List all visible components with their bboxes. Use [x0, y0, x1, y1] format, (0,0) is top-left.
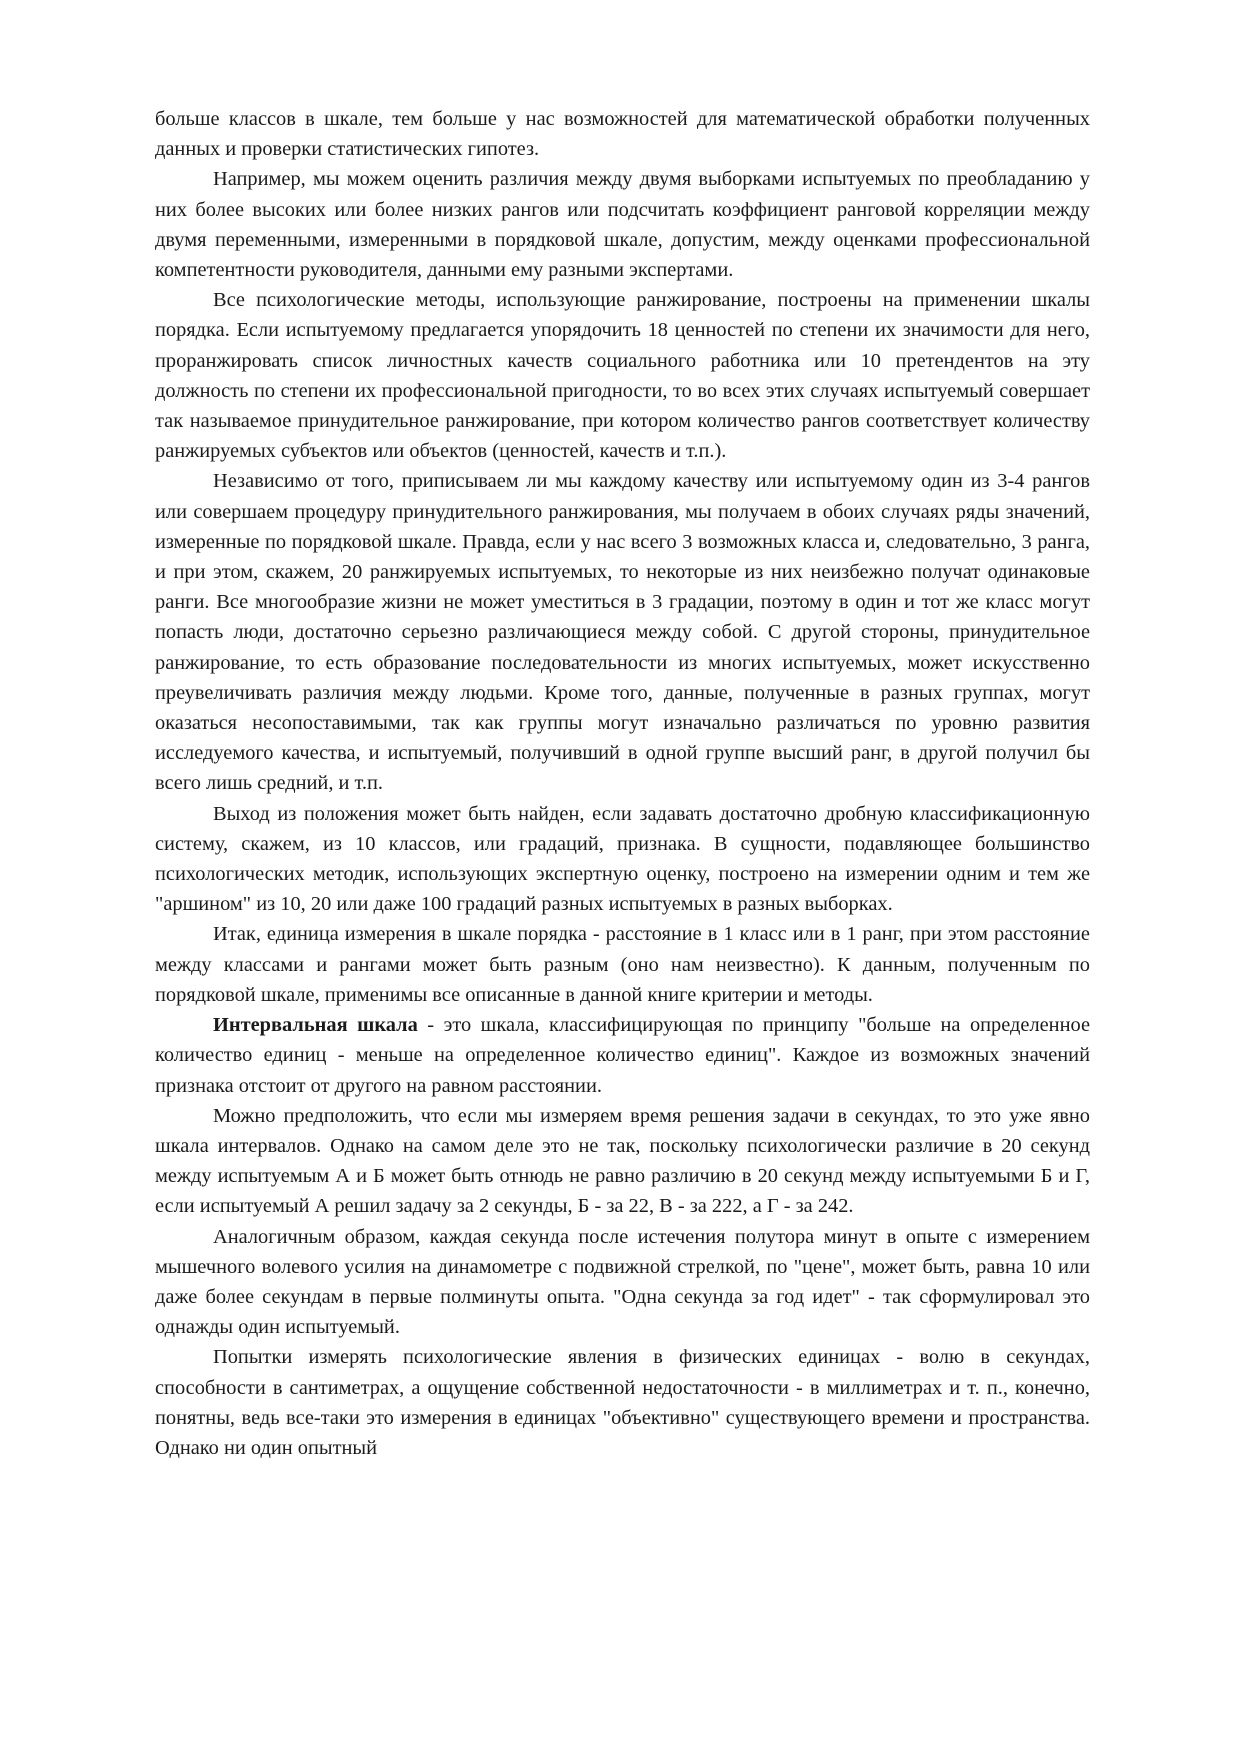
paragraph-3: Все психологические методы, использующие ранжирование, построены на применении шкалы порядка. Если испытуемому предлагается упорядочить 18 ценностей по степени их значимости для него, проранжировать список личностных качеств социального работника или 10 претендентов на эту должность по степени их профессиональной пригодности, то во всех этих случаях испытуемый совершает так называемое принудительное ранжирование, при котором количество рангов соответствует количеству ранжируемых субъектов или объектов (ценностей, качеств и т.п.).: [155, 289, 1090, 463]
paragraph-6: Итак, единица измерения в шкале порядка - расстояние в 1 класс или в 1 ранг, при этом расстояние между классами и рангами может быть разным (оно нам неизвестно). К данным, полученным по порядковой шкале, применимы все описанные в данной книге критерии и методы.: [155, 923, 1090, 1006]
paragraph-7-text: - это шкала, классифицирующая по принципу "больше на определенное количество единиц - меньше на определенное количество единиц". Каждое из возможных значений признака отстоит от другого на равном расстоянии.: [155, 1014, 1090, 1097]
paragraph-1: больше классов в шкале, тем больше у нас возможностей для математической обработки полученных данных и проверки статистических гипотез.: [155, 108, 1090, 161]
paragraph-10: Попытки измерять психологические явления в физических единицах - волю в секундах, способности в сантиметрах, а ощущение собственной недостаточности - в миллиметрах и т. п., конечно, понятны, ведь все-таки это измерения в единицах "объективно" существующего времени и пространства. Однако ни один опытный: [155, 1346, 1090, 1459]
paragraph-2: Например, мы можем оценить различия между двумя выборками испытуемых по преобладанию у них более высоких или более низких рангов или подсчитать коэффициент ранговой корреляции между двумя переменными, измеренными в порядковой шкале, допустим, между оценками профессиональной компетентности руководителя, данными ему разными экспертами.: [155, 168, 1090, 282]
paragraph-5: Выход из положения может быть найден, если задавать достаточно дробную классификационную систему, скажем, из 10 классов, или градаций, признака. В сущности, подавляющее большинство психологических методик, использующих экспертную оценку, построено на измерении одним и тем же "аршином" из 10, 20 или даже 100 градаций разных испытуемых в разных выборках.: [155, 802, 1090, 916]
paragraph-9: Аналогичным образом, каждая секунда после истечения полутора минут в опыте с измерением мышечного волевого усилия на динамометре с подвижной стрелкой, по "цене", может быть, равна 10 или даже более секундам в первые полминуты опыта. "Одна секунда за год идет" - так сформулировал это однажды один испытуемый.: [155, 1225, 1090, 1339]
paragraph-7-interval-scale: [155, 1010, 1090, 1101]
term-interval-scale: Интервальная шкала: [213, 1014, 418, 1037]
paragraph-8: Можно предположить, что если мы измеряем время решения задачи в секундах, то это уже явно шкала интервалов. Однако на самом деле это не так, поскольку психологически различие в 20 секунд между испытуемым А и Б может быть отнюдь не равно различию в 20 секунд между испытуемыми Б и Г, если испытуемый А решил задачу за 2 секунды, Б - за 22, В - за 222, а Г - за 242.: [155, 1104, 1090, 1218]
document-body: [155, 104, 1090, 1463]
paragraph-4: Независимо от того, приписываем ли мы каждому качеству или испытуемому один из 3-4 рангов или совершаем процедуру принудительного ранжирования, мы получаем в обоих случаях ряды значений, измеренные по порядковой шкале. Правда, если у нас всего 3 возможных класса и, следовательно, 3 ранга, и при этом, скажем, 20 ранжируемых испытуемых, то некоторые из них неизбежно получат одинаковые ранги. Все многообразие жизни не может уместиться в 3 градации, поэтому в один и тот же класс могут попасть люди, достаточно серьезно различающиеся между собой. С другой стороны, принудительное ранжирование, то есть образование последовательности из многих испытуемых, может искусственно преувеличивать различия между людьми. Кроме того, данные, полученные в разных группах, могут оказаться несопоставимыми, так как группы могут изначально различаться по уровню развития исследуемого качества, и испытуемый, получивший в одной группе высший ранг, в другой получил бы всего лишь средний, и т.п.: [155, 470, 1090, 795]
